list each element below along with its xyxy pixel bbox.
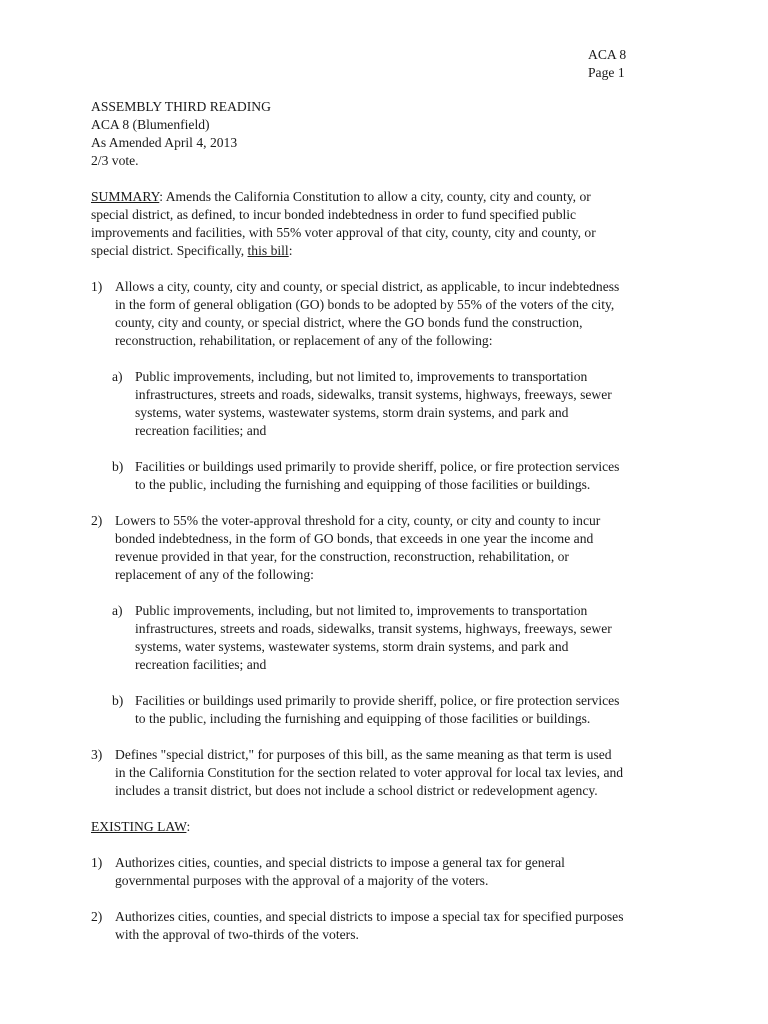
sub-item-line: recreation facilities; and (135, 657, 267, 672)
summary-section (91, 188, 691, 944)
sub-item-line: Facilities or buildings used primarily to provide sheriff, police, or fire protection services (135, 693, 620, 708)
sub-item-line: to the public, including the furnishing and equipping of those facilities or buildings. (135, 477, 591, 492)
sub-item-letter: a) (112, 603, 123, 618)
bill-code: ACA 8 (588, 47, 627, 62)
item-line: reconstruction, rehabilitation, or replacement of any of the following: (115, 333, 493, 348)
sub-item-letter: b) (112, 459, 124, 474)
sub-item-line: infrastructures, streets and roads, sidewalks, transit systems, highways, freeways, sewer (135, 621, 612, 636)
sub-item-line: Public improvements, including, but not limited to, improvements to transportation (135, 603, 588, 618)
item-number: 1) (91, 855, 103, 870)
amended-date: As Amended April 4, 2013 (91, 135, 238, 150)
sub-item-letter: b) (112, 693, 124, 708)
item-line: in the California Constitution for the section related to voter approval for local tax levies, and (115, 765, 624, 780)
sub-item-line: infrastructures, streets and roads, sidewalks, transit systems, highways, freeways, sewer (135, 387, 612, 402)
sub-item-line: to the public, including the furnishing and equipping of those facilities or buildings. (135, 711, 591, 726)
bill-author: ACA 8 (Blumenfield) (91, 117, 210, 132)
sub-item (112, 368, 691, 440)
item-line: Defines "special district," for purposes of this bill, as the same meaning as that term is used (115, 747, 612, 762)
item-line: Allows a city, county, city and county, or special district, as applicable, to incur indebtedness (115, 279, 620, 294)
existing-law-item (91, 854, 691, 890)
summary-item (91, 512, 691, 584)
sub-item (112, 458, 691, 494)
page-header (588, 46, 748, 82)
item-number: 3) (91, 747, 103, 762)
sub-item-line: systems, water systems, wastewater systems, storm drain systems, and park and (135, 639, 569, 654)
item-line: bonded indebtedness, in the form of GO bonds, that exceeds in one year the income and (115, 531, 594, 546)
sub-item-line: systems, water systems, wastewater systems, storm drain systems, and park and (135, 405, 569, 420)
vote-requirement: 2/3 vote. (91, 153, 139, 168)
existing-law-colon: : (186, 819, 191, 834)
summary-line: special district. Specifically, (91, 243, 248, 258)
item-line: Authorizes cities, counties, and special districts to impose a general tax for general (115, 855, 565, 870)
item-line: includes a transit district, but does not include a school district or redevelopment agency. (115, 783, 598, 798)
item-line: county, city and county, or special district, where the GO bonds fund the construction, (115, 315, 583, 330)
sub-item (112, 692, 691, 728)
reading-title: ASSEMBLY THIRD READING (91, 99, 271, 114)
sub-item-line: Facilities or buildings used primarily to provide sheriff, police, or fire protection services (135, 459, 620, 474)
item-number: 2) (91, 513, 103, 528)
item-line: governmental purposes with the approval of a majority of the voters. (115, 873, 489, 888)
summary-item (91, 746, 691, 800)
summary-colon: : (288, 243, 293, 258)
item-number: 2) (91, 909, 103, 924)
item-line: replacement of any of the following: (115, 567, 314, 582)
existing-law-heading: EXISTING LAW (91, 819, 187, 834)
summary-line: special district, as defined, to incur bonded indebtedness in order to fund specified public (91, 207, 577, 222)
page-number: Page 1 (588, 65, 625, 80)
item-line: Authorizes cities, counties, and special districts to impose a special tax for specified purposes (115, 909, 624, 924)
existing-law-item (91, 908, 691, 944)
summary-item (91, 278, 691, 350)
item-number: 1) (91, 279, 103, 294)
sub-item-line: recreation facilities; and (135, 423, 267, 438)
summary-line: : Amends the California Constitution to allow a city, county, city and county, or (159, 189, 591, 204)
sub-item-line: Public improvements, including, but not limited to, improvements to transportation (135, 369, 588, 384)
summary-heading: SUMMARY (91, 189, 160, 204)
sub-item-letter: a) (112, 369, 123, 384)
item-line: revenue provided in that year, for the construction, reconstruction, rehabilitation, or (115, 549, 569, 564)
item-line: Lowers to 55% the voter-approval threshold for a city, county, or city and county to incur (115, 513, 601, 528)
existing-law-title (91, 818, 691, 836)
sub-item (112, 602, 691, 674)
this-bill-label: this bill (247, 243, 289, 258)
item-line: with the approval of two-thirds of the voters. (115, 927, 359, 942)
item-line: in the form of general obligation (GO) bonds to be adopted by 55% of the voters of the city, (115, 297, 615, 312)
summary-line: improvements and facilities, with 55% voter approval of that city, county, city and county, or (91, 225, 596, 240)
bill-intro (91, 98, 691, 170)
